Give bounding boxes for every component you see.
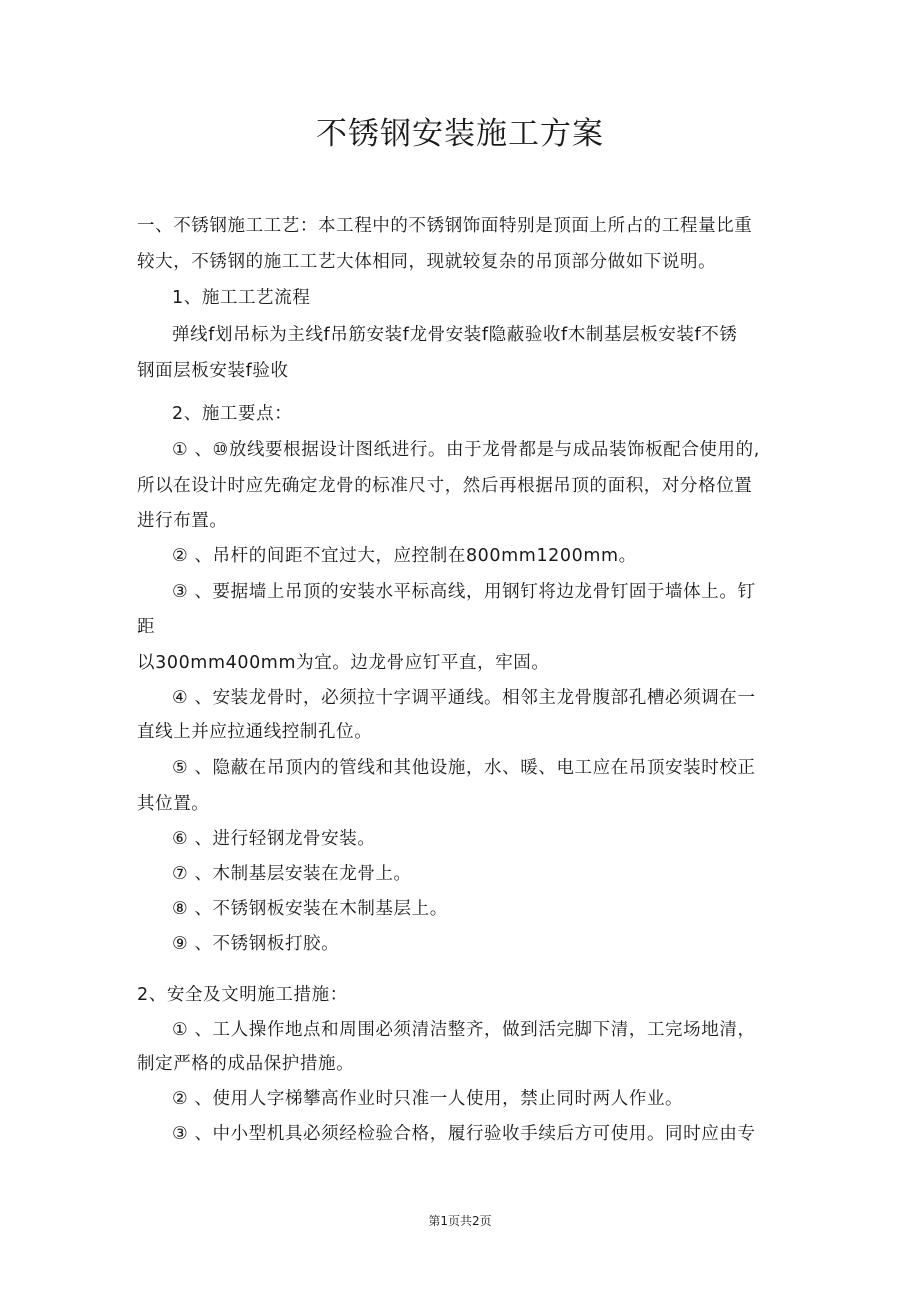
text-line: 2、施工要点： [172, 404, 293, 424]
text-line: 一、不锈钢施工工艺：本工程中的不锈钢饰面特别是顶面上所占的工程量比重 [137, 216, 753, 236]
text-line: ⑧ 、不锈钢板安装在木制基层上。 [172, 899, 448, 919]
page-number: 第1页共2页 [428, 1214, 492, 1228]
text-line: ① 、工人操作地点和周围必须清洁整齐，做到活完脚下清，工完场地清， [172, 1020, 756, 1040]
text-line: 以300mm400mm为宜。边龙骨应钉平直，牢固。 [137, 653, 550, 673]
text-line: 所以在设计时应先确定龙骨的标准尺寸，然后再根据吊顶的面积，对分格位置 [137, 476, 753, 496]
text-line: ③ 、中小型机具必须经检验合格，履行验收手续后方可使用。同时应由专 [172, 1124, 756, 1144]
text-line: 距 [137, 617, 156, 637]
text-line: ② 、吊杆的间距不宜过大，应控制在800mm1200mm。 [172, 546, 637, 566]
text-line: ⑨ 、不锈钢板打胶。 [172, 934, 340, 954]
text-line: 其位置。 [137, 794, 210, 814]
text-line: ② 、使用人字梯攀高作业时只准一人使用，禁止同时两人作业。 [172, 1089, 684, 1109]
text-line: ⑦ 、木制基层安装在龙骨上。 [172, 864, 412, 884]
text-line: 钢面层板安装f验收 [137, 361, 289, 381]
document-title: 不锈钢安装施工方案 [316, 116, 604, 152]
text-line: 直线上并应拉通线控制孔位。 [137, 722, 373, 742]
text-line: 弹线f划吊标为主线f吊筋安装f龙骨安装f隐蔽验收f木制基层板安装f不锈 [172, 325, 738, 345]
text-line: 较大，不锈钢的施工工艺大体相同，现就较复杂的吊顶部分做如下说明。 [137, 252, 717, 272]
text-line: ④ 、安装龙骨时，必须拉十字调平通线。相邻主龙骨腹部孔槽必须调在一 [172, 688, 756, 708]
text-line: 1、施工工艺流程 [172, 288, 311, 308]
text-line: ③ 、要据墙上吊顶的安装水平标高线，用钢钉将边龙骨钉固于墙体上。钉 [172, 582, 756, 602]
text-line: ① 、⑩放线要根据设计图纸进行。由于龙骨都是与成品装饰板配合使用的, [172, 440, 760, 460]
text-line: 2、安全及文明施工措施： [137, 985, 348, 1005]
text-line: ⑥ 、进行轻钢龙骨安装。 [172, 829, 376, 849]
text-line: 进行布置。 [137, 511, 228, 531]
text-line: ⑤ 、隐蔽在吊顶内的管线和其他设施，水、暖、电工应在吊顶安装时校正 [172, 758, 756, 778]
text-line: 制定严格的成品保护措施。 [137, 1054, 355, 1074]
